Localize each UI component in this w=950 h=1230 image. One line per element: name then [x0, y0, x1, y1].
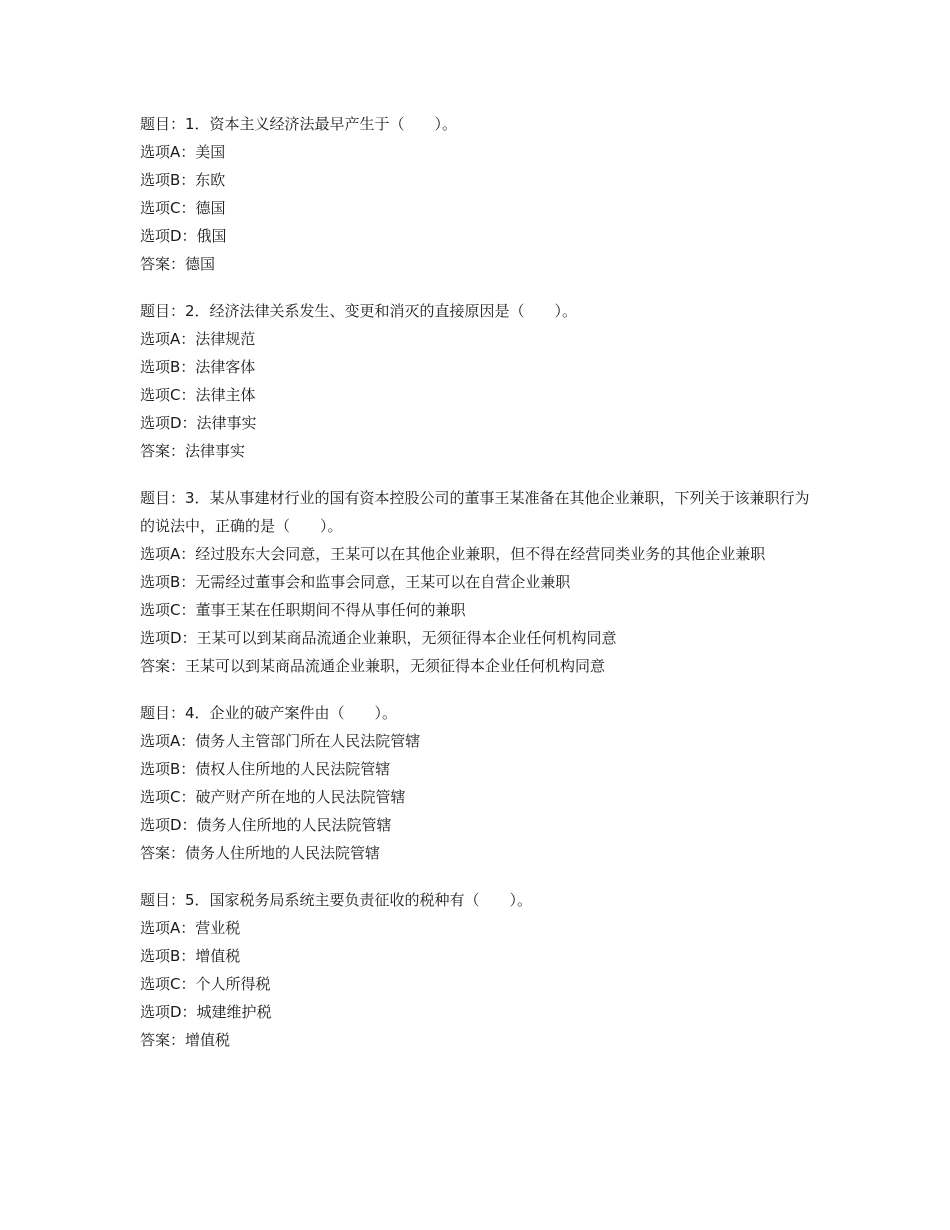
question-title: 题目：4．企业的破产案件由（ ）。: [140, 704, 398, 722]
question-title: 题目：2．经济法律关系发生、变更和消灭的直接原因是（ ）。: [140, 302, 578, 320]
answer-line: 答案：德国: [140, 255, 216, 273]
question-title: 题目：1．资本主义经济法最早产生于（ ）。: [140, 115, 458, 133]
option-d: 选项D：俄国: [140, 227, 227, 245]
option-c: 选项C：破产财产所在地的人民法院管辖: [140, 788, 406, 806]
option-a: 选项A：营业税: [140, 919, 241, 937]
option-c: 选项C：法律主体: [140, 386, 256, 404]
option-b: 选项B：债权人住所地的人民法院管辖: [140, 760, 391, 778]
answer-line: 答案：王某可以到某商品流通企业兼职，无须征得本企业任何机构同意: [140, 657, 606, 675]
question-block: [140, 297, 820, 465]
question-title: 题目：5．国家税务局系统主要负责征收的税种有（ ）。: [140, 891, 533, 909]
option-d: 选项D：王某可以到某商品流通企业兼职，无须征得本企业任何机构同意: [140, 629, 617, 647]
option-a: 选项A：经过股东大会同意，王某可以在其他企业兼职，但不得在经营同类业务的其他企业兼职: [140, 545, 766, 563]
option-c: 选项C：个人所得税: [140, 975, 271, 993]
answer-line: 答案：法律事实: [140, 442, 246, 460]
answer-line: 答案：增值税: [140, 1031, 231, 1049]
option-a: 选项A：法律规范: [140, 330, 256, 348]
option-b: 选项B：增值税: [140, 947, 241, 965]
question-block: [140, 110, 820, 278]
option-d: 选项D：债务人住所地的人民法院管辖: [140, 816, 392, 834]
option-d: 选项D：城建维护税: [140, 1003, 272, 1021]
option-c: 选项C：德国: [140, 199, 226, 217]
question-block: [140, 484, 820, 680]
question-title: 题目：3．某从事建材行业的国有资本控股公司的董事王某准备在其他企业兼职，下列关于该兼职行为的说法中，正确的是（ ）。: [140, 489, 810, 535]
option-b: 选项B：无需经过董事会和监事会同意，王某可以在自营企业兼职: [140, 573, 571, 591]
question-block: [140, 886, 820, 1054]
option-a: 选项A：美国: [140, 143, 226, 161]
option-a: 选项A：债务人主管部门所在人民法院管辖: [140, 732, 421, 750]
answer-line: 答案：债务人住所地的人民法院管辖: [140, 844, 381, 862]
document-page: [140, 110, 820, 1073]
option-d: 选项D：法律事实: [140, 414, 257, 432]
option-b: 选项B：东欧: [140, 171, 226, 189]
question-block: [140, 699, 820, 867]
option-c: 选项C：董事王某在任职期间不得从事任何的兼职: [140, 601, 466, 619]
option-b: 选项B：法律客体: [140, 358, 256, 376]
